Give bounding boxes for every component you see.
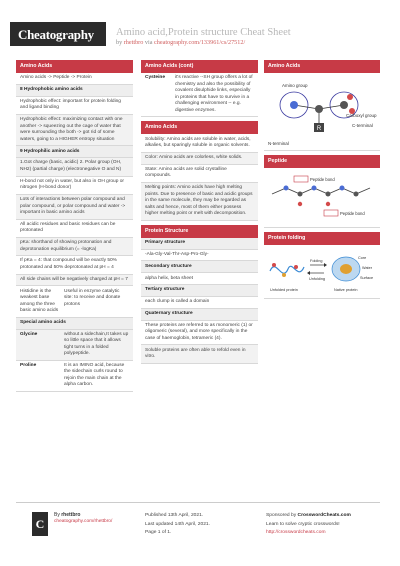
unfolding-arrow-head (307, 271, 310, 275)
oxygen-atom (347, 94, 353, 100)
sheet-url-link[interactable]: cheatography.com/133961/cs/27512/ (153, 39, 246, 46)
peptide-diagram-heading: Peptide (264, 155, 380, 168)
glycine-key: Glycine (20, 331, 38, 337)
list-item: Solubility: Amino acids are soluble in water, acids, alkalies, but sparingly soluble in organic solvents. (141, 134, 258, 152)
protein-folding-box (264, 232, 380, 299)
footer-dates (145, 512, 210, 538)
list-item: -Ala-Gly-Val-Thr-Asp-Pro-Gly- (141, 250, 258, 262)
surface-label: Surface (360, 275, 374, 280)
list-item: Soluble proteins are often able to refold even in vitro. (141, 345, 258, 363)
native-protein-label: Native protein (334, 287, 358, 292)
oxygen-atom (326, 202, 330, 206)
sponsor-line (266, 512, 351, 521)
histidine-value: Useful in enzyme catalytic site: to receive and donate protons (64, 288, 121, 307)
sponsor-name[interactable]: CrosswordCheats.com (297, 513, 351, 518)
list-item: Quaternary structure (141, 309, 258, 321)
sponsor-prefix: Sponsored by (266, 513, 297, 518)
residue-dot (282, 273, 286, 277)
page-title: Amino acid,Protein structure Cheat Sheet (116, 27, 291, 38)
unfolded-chain (270, 266, 304, 273)
list-item: each clump is called a domain (141, 297, 258, 309)
alpha-carbon-atom (315, 105, 323, 113)
carbon-atom (326, 191, 331, 196)
glycine-row (16, 330, 133, 361)
amino-acid-svg (266, 75, 378, 149)
list-item: These proteins are referred to as monomeric (1) or oligomeric (several), and more specifically in the case of haemoglobin, tetrameric (4). (141, 321, 258, 346)
list-item: Color: Amino acids are colorless, white solids. (141, 153, 258, 165)
proline-row (16, 361, 133, 392)
peptide-diagram (264, 168, 380, 228)
core-label: Core (358, 255, 367, 260)
list-item: alpha helix, beta sheet (141, 273, 258, 285)
residue-dot (272, 263, 276, 267)
peptide-svg (266, 170, 378, 226)
protein-folding-diagram (264, 245, 380, 299)
footer-author (54, 512, 80, 519)
nitrogen-atom (290, 101, 298, 109)
protein-folding-heading: Protein folding (264, 232, 380, 245)
cysteine-row (141, 73, 258, 117)
folding-arrow-head (324, 263, 327, 267)
protein-structure-heading: Protein Structure (141, 225, 258, 238)
nitrogen-atom (312, 185, 317, 190)
carbon-atom (340, 101, 348, 109)
column-3 (264, 60, 380, 303)
amino-group-label: Amino group (282, 82, 308, 88)
oxygen-atom (298, 202, 302, 206)
cysteine-key: Cysteine (145, 75, 165, 81)
amino-acids-props-heading: Amino Acids (141, 121, 258, 134)
column-1 (16, 60, 133, 396)
list-item: All acidic residues and basic residues can be protonated (16, 220, 133, 238)
footer (0, 502, 400, 566)
amino-acids-props-box (141, 121, 258, 220)
footer-divider (16, 502, 380, 503)
list-item: All side chains will be negatively charged at pH = 7 (16, 275, 133, 287)
via-text: via (144, 39, 153, 46)
amino-acids-heading: Amino Acids (16, 60, 133, 73)
list-item: 8 Hydrophobic amino acids (16, 85, 133, 97)
footer-author-url[interactable]: cheatography.com/rhettbro/ (54, 519, 113, 524)
list-item: H-bond not only in water, but also in OH group or nitrogen (H-bond donor) (16, 177, 133, 195)
peptide-bond-highlight (324, 210, 338, 216)
page-subtitle (116, 39, 245, 47)
header (0, 0, 400, 60)
list-item: 1.Got charge (basic, acidic) 2. Polar group (OH, NH2) (partial charge) (electronegative O and N) (16, 158, 133, 176)
sponsor-tagline: Learn to solve cryptic crosswords! (266, 521, 340, 527)
cheatography-c-logo[interactable]: C (32, 512, 48, 536)
peptide-bond-label: Peptide bond (340, 210, 365, 216)
water-label: Water (362, 265, 372, 270)
author-link[interactable]: rhettbro (123, 39, 144, 46)
list-item: If pKa = 4: that compound will be exactly 50% protonated and 50% deprotonated at pH = 4 (16, 256, 133, 274)
hydrophobic-core (340, 264, 352, 274)
amino-acids-cont-box (141, 60, 258, 117)
histidine-key: Histidine is the weakest base among the three basic amino acids (20, 288, 59, 314)
list-item: State: Amino acids are solid crystalline compounds. (141, 165, 258, 183)
amino-acids-box (16, 60, 133, 392)
folding-svg (266, 247, 378, 297)
list-item: pKa: shorthand of showing protonation and deprotonation equilibrium (= -logKa) (16, 238, 133, 256)
protein-structure-box (141, 225, 258, 364)
special-amino-acids-title: Special amino acids (16, 318, 133, 330)
carbon-atom (298, 191, 303, 196)
amino-acid-diagram-box (264, 60, 380, 151)
unfolding-label: Unfolding (309, 276, 326, 281)
published-date: Published 13th April, 2021. (145, 513, 204, 518)
footer-by-prefix: By (54, 512, 60, 518)
by-prefix: by (116, 39, 123, 46)
amino-acids-cont-heading: Amino Acids (cont) (141, 60, 258, 73)
footer-author-name[interactable]: rhettbro (61, 512, 81, 518)
cheatography-logo[interactable] (10, 22, 106, 46)
peptide-bond-label: Peptide bond (310, 176, 335, 182)
logo-text: Cheatography (18, 27, 94, 42)
list-item: Hydrophobic effect: important for protein folding and ligand binding (16, 97, 133, 115)
page-count: Page 1 of 1. (145, 530, 172, 536)
list-item: Melting points: Amino acids have high melting points. Due to presence of basic and acidic groups in the same molecule, they may be regarded as salts and hence, most of them either possess higher melting point or melt with decomposition. (141, 183, 258, 221)
amino-acid-diagram-heading: Amino Acids (264, 60, 380, 73)
list-item: Amino acids -> Peptide -> Protein (16, 73, 133, 85)
residue-dot (294, 265, 298, 269)
peptide-diagram-box (264, 155, 380, 228)
cysteine-value: it's reactive --SH group offers a lot of chemistry and also the possibility of covalent disulphide links, especially in proteins that have to survive in a challenging environment -- e.g. digestive enzymes. (175, 75, 253, 113)
n-terminal-label: N-terminal (268, 140, 289, 146)
updated-date: Last updated 14th April, 2021. (145, 521, 210, 527)
footer-sponsor (266, 512, 351, 538)
list-item: 9 Hydrophilic amino acids (16, 146, 133, 158)
glycine-value: without a sidechain,It takes up so little space that it allows tight turns in a folded polypeptide. (64, 331, 129, 357)
sponsor-url-link[interactable]: http://crosswordcheats.com (266, 530, 326, 536)
column-2 (141, 60, 258, 368)
folding-label: Folding (310, 258, 323, 263)
c-terminal-label: C-terminal (352, 122, 373, 128)
amino-acid-diagram (264, 73, 380, 151)
carboxyl-group-label: Carboxyl group (346, 112, 377, 118)
nitrogen-atom (340, 185, 345, 190)
proline-key: Proline (20, 362, 37, 368)
r-label: R (316, 125, 322, 132)
list-item: Hydrophobic effect: maximizing contact with one another -> squeezing out the cage of water that were surrounding the both -> got rid of some waters, going to a HIGHER entropy situation (16, 115, 133, 146)
nitrogen-atom (284, 185, 289, 190)
list-item: Lots of interactions between polar compound and polar compound, or polar compound and water -> important in basic amino acids (16, 195, 133, 220)
histidine-row (16, 286, 133, 317)
unfolded-protein-label: Unfolded protein (270, 287, 298, 292)
list-item: Secondary structure (141, 261, 258, 273)
proline-value: It is an IMINO acid, because the sidechain curls round to rejoin the main chain at the alpha carbon. (64, 362, 125, 388)
list-item: Primary structure (141, 238, 258, 250)
list-item: Tertiary structure (141, 285, 258, 297)
carbon-atom (354, 191, 359, 196)
peptide-bond-highlight (294, 176, 308, 182)
